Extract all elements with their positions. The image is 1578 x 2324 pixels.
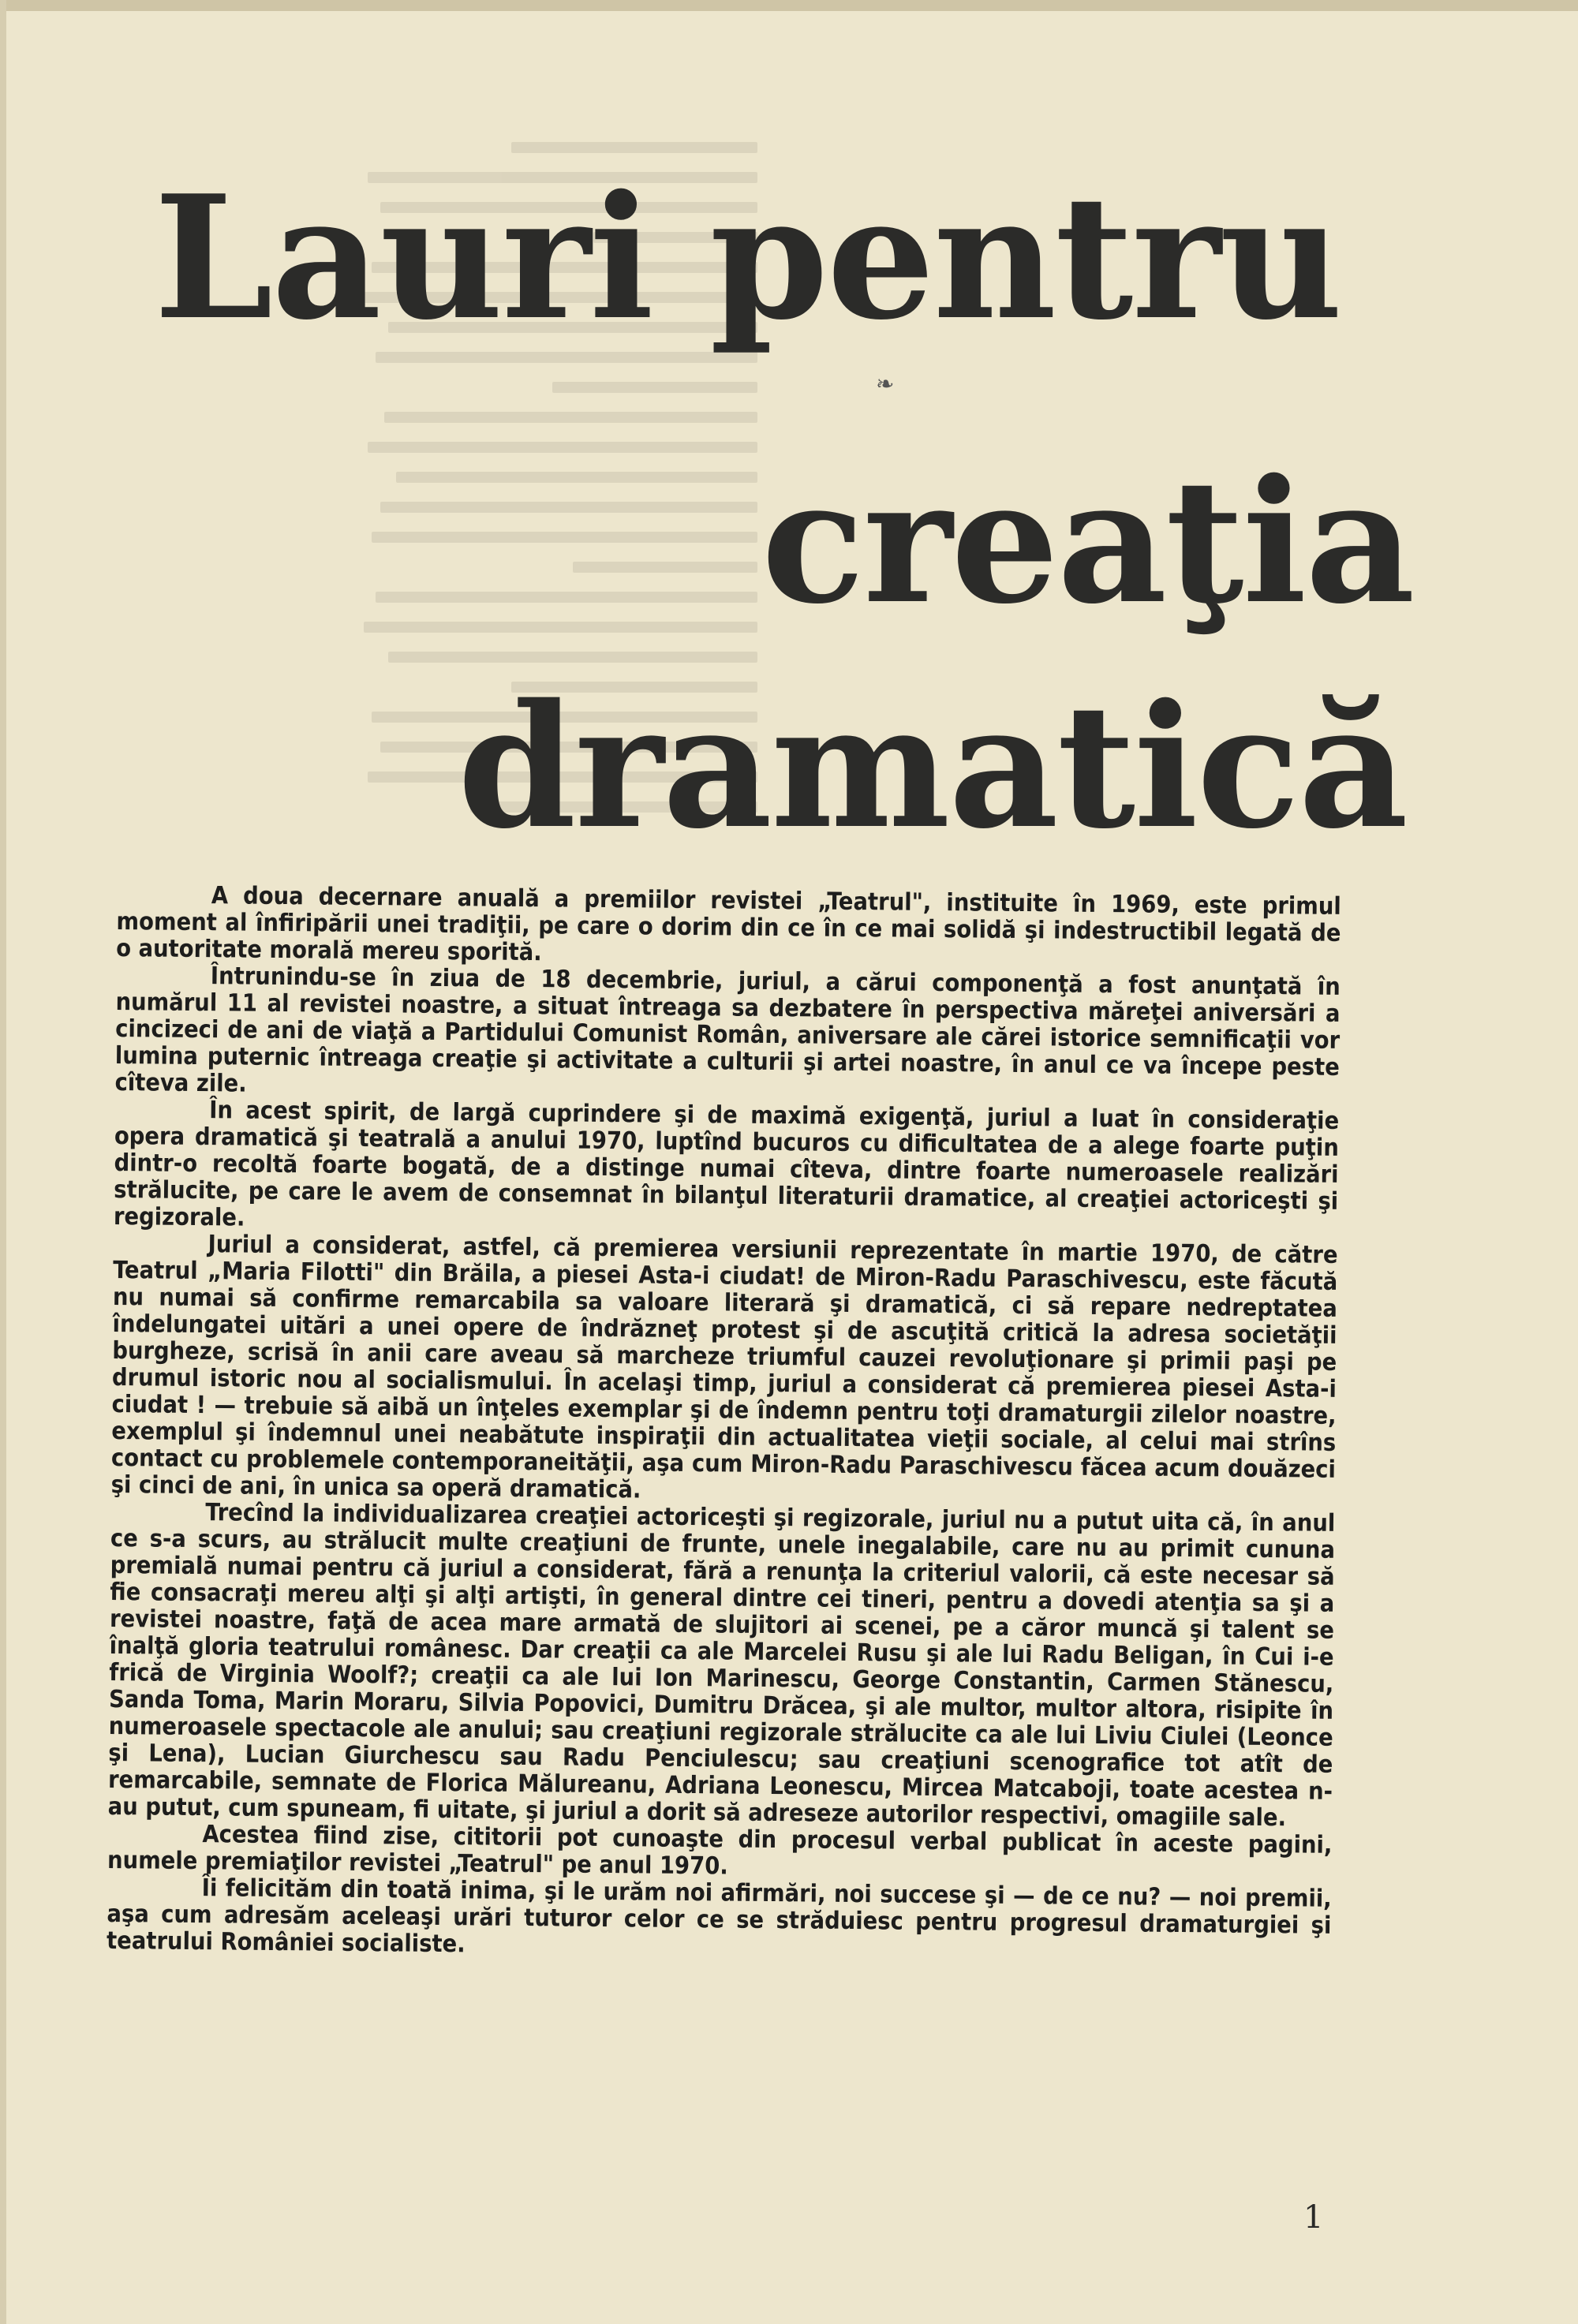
page-top-edge: [0, 0, 1578, 11]
page-left-edge: [0, 0, 6, 2324]
title-line-1: Lauri pentru: [154, 158, 1341, 357]
title-line-2: creaţia: [761, 442, 1414, 641]
page-number: 1: [1303, 2199, 1324, 2236]
article-paragraph: Întrunindu-se în ziua de 18 decembrie, juriul, a cărui componenţă a fost anunţată în numărul 11 al revistei noastre, a situat întreaga sa dezbatere în perspectiva măreţei aniversări a cincizeci de ani de viaţă a Partidului Comunist Român, aniversare ale cărei istorice semnificaţii vor lumina puternic întreaga creaţie şi activitate a culturii şi artei noastre, în anul ce va începe peste cîteva zile.: [114, 962, 1341, 1098]
article-paragraph: Trecînd la individualizarea creaţiei actoriceşti şi regizorale, juriul nu a putut uita că, în anul ce s-a scurs, au strălucit multe creaţiuni de frunte, unele inegalabile, care nu au primit cununa premială numai pentru că juriul a considerat, fără a renunţa la criteriul valorii, că este necesar să fie consacraţi mereu alţi şi alţi artişti, în general dintre cei tineri, pentru a dovedi atenţia sa şi a revistei noastre, faţă de acea mare armată de slujitori ai scenei, pe a căror muncă şi talent se înalţă gloria teatrului românesc. Dar creaţii ca ale Marcelei Rusu şi ale lui Radu Beligan, în Cui i-e frică de Virginia Woolf?; creaţii ca ale lui Ion Marinescu, George Constantin, Carmen Stănescu, Sanda Toma, Marin Moraru, Silvia Popovici, Dumitru Drăcea, şi ale multor, multor altora, risipite în numeroasele spectacole ale anului; sau creaţiuni regizorale strălucite ca ale lui Liviu Ciulei (Leonce şi Lena), Lucian Giurchescu sau Radu Penciulescu; sau creaţiuni scenografice tot atît de remarcabile, semnate de Florica Mălureanu, Adriana Leonescu, Mircea Matcaboji, toate acestea n-au putut, cum spuneam, fi uitate, şi juriul a dorit să adreseze autorilor respectivi, omagiile sale.: [107, 1499, 1336, 1833]
article-paragraph: Juriul a considerat, astfel, că premierea versiunii reprezentate în martie 1970, de către Teatrul „Maria Filotti" din Brăila, a piesei Asta-i ciudat! de Miron-Radu Paraschivescu, este făcută nu numai să confirme remarcabila sa valoare literară şi dramatică, ci să repare nedreptatea îndelungatei uitări a unei opere de îndrăzneţ protest şi de ascuţită critică la adresa societăţii burgheze, scrisă în anii care aveau să marcheze triumful cauzei revoluţionare şi primii paşi pe drumul istoric nou al socialismului. În acelaşi timp, juriul a considerat că premierea piesei Asta-i ciudat ! — trebuie să aibă un înţeles exemplar şi de îndemn pentru toţi dramaturgii zilelor noastre, exemplul şi îndemnul unei neabătute inspiraţii din actualitatea vieţii sociale, al celui mai strîns contact cu problemele contemporaneităţii, aşa cum Miron-Radu Paraschivescu făcea acum douăzeci şi cinci de ani, în unica sa operă dramatică.: [110, 1231, 1338, 1504]
article-paragraph: Acestea fiind zise, cititorii pot cunoaşte din procesul verbal publicat în aceste pagini, numele premiaţilor revistei „Teatrul" pe anul 1970.: [107, 1821, 1333, 1881]
print-speck: ❧: [876, 371, 895, 397]
article-paragraph: În acest spirit, de largă cuprindere şi de maximă exigenţă, juriul a luat în consideraţie opera dramatică şi teatrală a anului 1970, luptînd bucuros cu dificultatea de a alege foarte puţin dintr-o recoltă foarte bogată, de a distinge numai cîteva, dintre foarte numeroasele realizări strălucite, pe care le avem de consemnat în bilanţul literaturii dramatice, al creaţiei actoriceşti şi regizorale.: [113, 1097, 1340, 1232]
title-line-3: dramatică: [458, 667, 1407, 866]
article-body: [107, 882, 1341, 1967]
article-paragraph: Îi felicităm din toată inima, şi le urăm noi afirmări, noi succese şi — de ce nu? — noi premii, aşa cum adresăm aceleaşi urări tuturor celor ce se străduiesc pentru progresul dramaturgiei şi teatrului României socialiste.: [106, 1874, 1332, 1959]
article-paragraph: A doua decernare anuală a premiilor revistei „Teatrul", instituite în 1969, este primul moment al înfiripării unei tradiţii, pe care o dorim din ce în ce mai solidă şi indestructibil legată de o autoritate morală mereu sporită.: [116, 882, 1341, 967]
